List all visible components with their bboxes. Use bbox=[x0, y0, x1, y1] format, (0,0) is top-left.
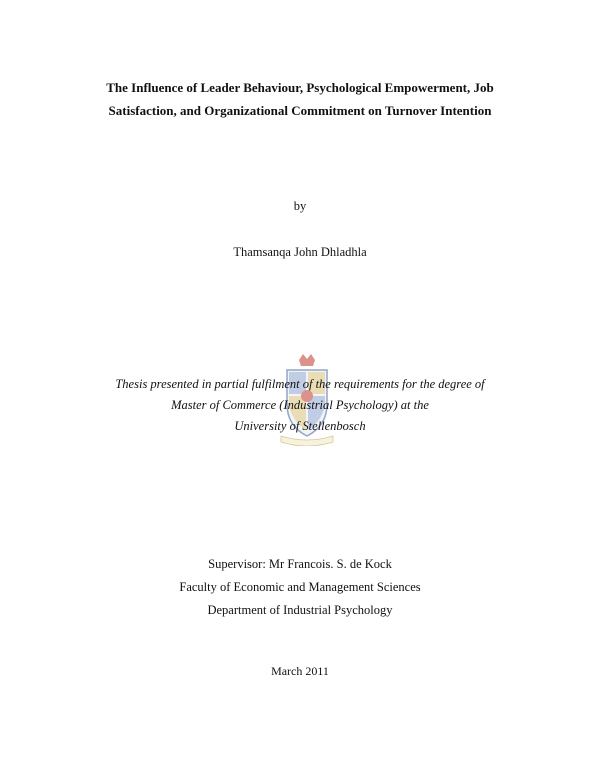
author-name: Thamsanqa John Dhladhla bbox=[233, 245, 367, 259]
by-label: by bbox=[293, 199, 307, 213]
thesis-title-line-1: The Influence of Leader Behaviour, Psychological Empowerment, Job bbox=[106, 80, 494, 95]
submission-date: March 2011 bbox=[271, 664, 329, 678]
faculty-line: Faculty of Economic and Management Sciences bbox=[179, 580, 421, 594]
thesis-title bbox=[0, 76, 600, 122]
thesis-statement bbox=[0, 374, 600, 437]
thesis-statement-line-3: University of Stellenbosch bbox=[234, 419, 366, 433]
thesis-statement-line-1: Thesis presented in partial fulfilment of the requirements for the degree of bbox=[115, 377, 485, 391]
department-line: Department of Industrial Psychology bbox=[207, 603, 393, 617]
crest-motto-ribbon bbox=[281, 436, 333, 446]
supervision-info bbox=[0, 553, 600, 622]
thesis-statement-line-2: Master of Commerce (Industrial Psychology) at the bbox=[171, 398, 429, 412]
thesis-title-line-2: Satisfaction, and Organizational Commitment on Turnover Intention bbox=[108, 103, 492, 118]
crest-crown bbox=[299, 354, 315, 366]
supervisor-line: Supervisor: Mr Francois. S. de Kock bbox=[208, 557, 392, 571]
